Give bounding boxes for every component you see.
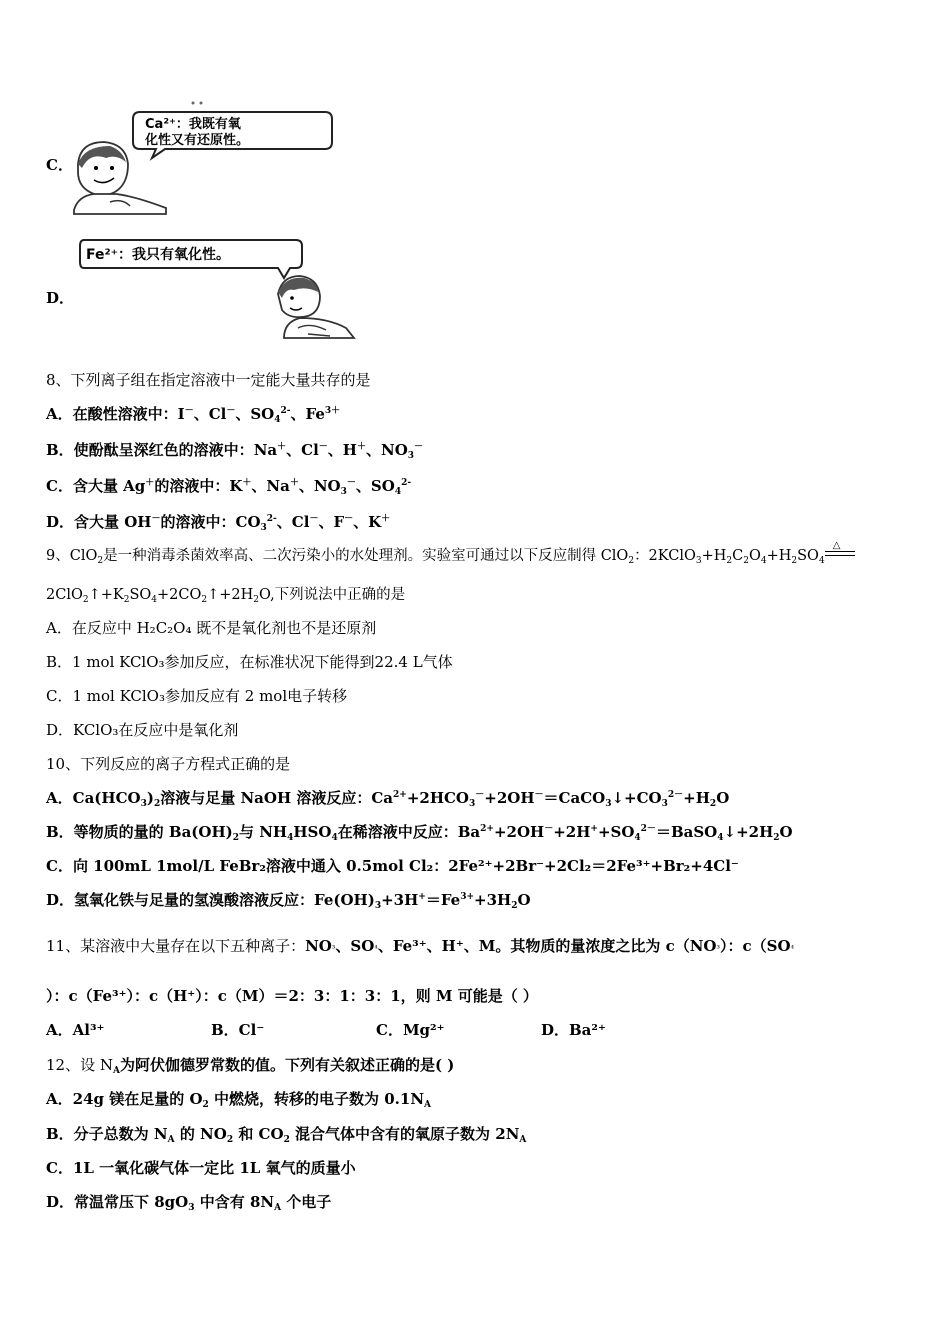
q9-stem-line1: 9、ClO$_2$是一种消毒杀菌效率高、二次污染小的水处理剂。实验室可通过以下反应制得 ClO$_2$：$2KClO_3+H_2C_2O_4+H_2SO_4$ △ xyxy=(46,546,855,566)
q10-option-c: C．向 100mL 1mol/L FeBr₂溶液中通入 0.5mol Cl₂：2Fe²⁺+2Br⁻+2Cl₂＝2Fe³⁺+Br₂+4Cl⁻ xyxy=(46,857,739,875)
q11-stem-line1: 11、某溶液中大量存在以下五种离子：NO³、SO⁴、Fe³⁺、H⁺、M。其物质的量浓度之比为 c（NO³）：c（SO⁴ xyxy=(46,937,795,955)
q8-option-b: B．使酚酞呈深红色的溶液中：Na＋、Cl－、H＋、$NO_3^-$ xyxy=(46,441,424,461)
q12-option-c: C．1L 一氧化碳气体一定比 1L 氧气的质量小 xyxy=(46,1159,356,1177)
q12-stem: 12、设 $N_A$为阿伏伽德罗常数的值。下列有关叙述正确的是( ) xyxy=(46,1056,455,1076)
q12-option-a: A．24g 镁在足量的 $O_2$ 中燃烧，转移的电子数为 $0.1N_A$ xyxy=(46,1090,432,1110)
option-d-illustration xyxy=(78,236,363,342)
q8-option-d: D．含大量 OH－的溶液中：$CO_3^{2-}$、Cl－、F－、K＋ xyxy=(46,513,391,533)
q8-option-c: C．含大量 Ag＋的溶液中：K＋、Na＋、$NO_3^-$、$SO_4^{2-}$ xyxy=(46,477,412,497)
q9-option-b: B．1 mol KClO₃参加反应，在标准状况下能得到22.4 L气体 xyxy=(46,653,453,671)
q11-options xyxy=(46,1020,606,1040)
q11-option-a: A．Al³⁺ xyxy=(46,1021,105,1039)
bubble-d-text: Fe²⁺：我只有氧化性。 xyxy=(86,247,231,263)
q9-option-c: C．1 mol KClO₃参加反应有 2 mol电子转移 xyxy=(46,687,348,705)
option-c-label: C． xyxy=(46,156,73,174)
q12-option-d: D．常温常压下 $8gO_3$ 中含有 $8N_A$ 个电子 xyxy=(46,1193,332,1213)
q12-option-b: B．分子总数为 $N_A$ 的 $NO_2$ 和 $CO_2$ 混合气体中含有的氧原子数为 $2N_A$ xyxy=(46,1125,527,1145)
q11-option-d: D．Ba²⁺ xyxy=(541,1021,606,1039)
q10-option-a: A．$Ca(HCO_3)_2$溶液与足量 NaOH 溶液反应：$Ca^{2+}+2HCO_3^-+2OH^-=CaCO_3↓+CO_3^{2-}+H_2O$ xyxy=(46,789,730,809)
page-top-fragment xyxy=(190,92,208,98)
q10-option-b: B．等物质的量的 $Ba(OH)_2$与 $NH_4HSO_4$在稀溶液中反应：$Ba^{2+}+2OH^-+2H^++SO_4^{2-}=BaSO_4↓+2H_2O$ xyxy=(46,823,793,843)
q8-option-a: A．在酸性溶液中：I－、Cl－、$SO_4^{2-}$、$Fe^{3+}$ xyxy=(46,405,341,425)
q9-option-a: A．在反应中 H₂C₂O₄ 既不是氧化剂也不是还原剂 xyxy=(46,619,377,637)
q9-option-d: D．KClO₃在反应中是氧化剂 xyxy=(46,721,239,739)
option-d-label: D． xyxy=(46,289,75,307)
q8-stem: 8、下列离子组在指定溶液中一定能大量共存的是 xyxy=(46,371,371,389)
q11-stem-line2: ）：c（Fe³⁺）：c（H⁺）：c（M）＝2：3：1：3：1，则 M 可能是（ ） xyxy=(46,987,538,1005)
q10-option-d: D．氢氧化铁与足量的氢溴酸溶液反应：$Fe(OH)_3+3H^+=Fe^{3+}+3H_2O$ xyxy=(46,891,531,911)
q11-option-c: C．Mg²⁺ xyxy=(376,1021,445,1039)
bubble-c-line1: Ca²⁺：我既有氧 xyxy=(145,117,241,132)
boy-speaking-illustration xyxy=(70,106,335,216)
q9-stem-line2: $2ClO_2↑+K_2SO_4+2CO_2↑+2H_2O$,下列说法中正确的是 xyxy=(46,587,406,605)
heat-symbol: △ xyxy=(832,540,841,551)
q11-option-b: B．Cl⁻ xyxy=(211,1021,265,1039)
boy-thinking-illustration xyxy=(78,236,363,342)
bubble-c-line2: 化性又有还原性。 xyxy=(145,133,250,148)
q10-stem: 10、下列反应的离子方程式正确的是 xyxy=(46,755,291,773)
option-c-illustration xyxy=(70,106,335,216)
